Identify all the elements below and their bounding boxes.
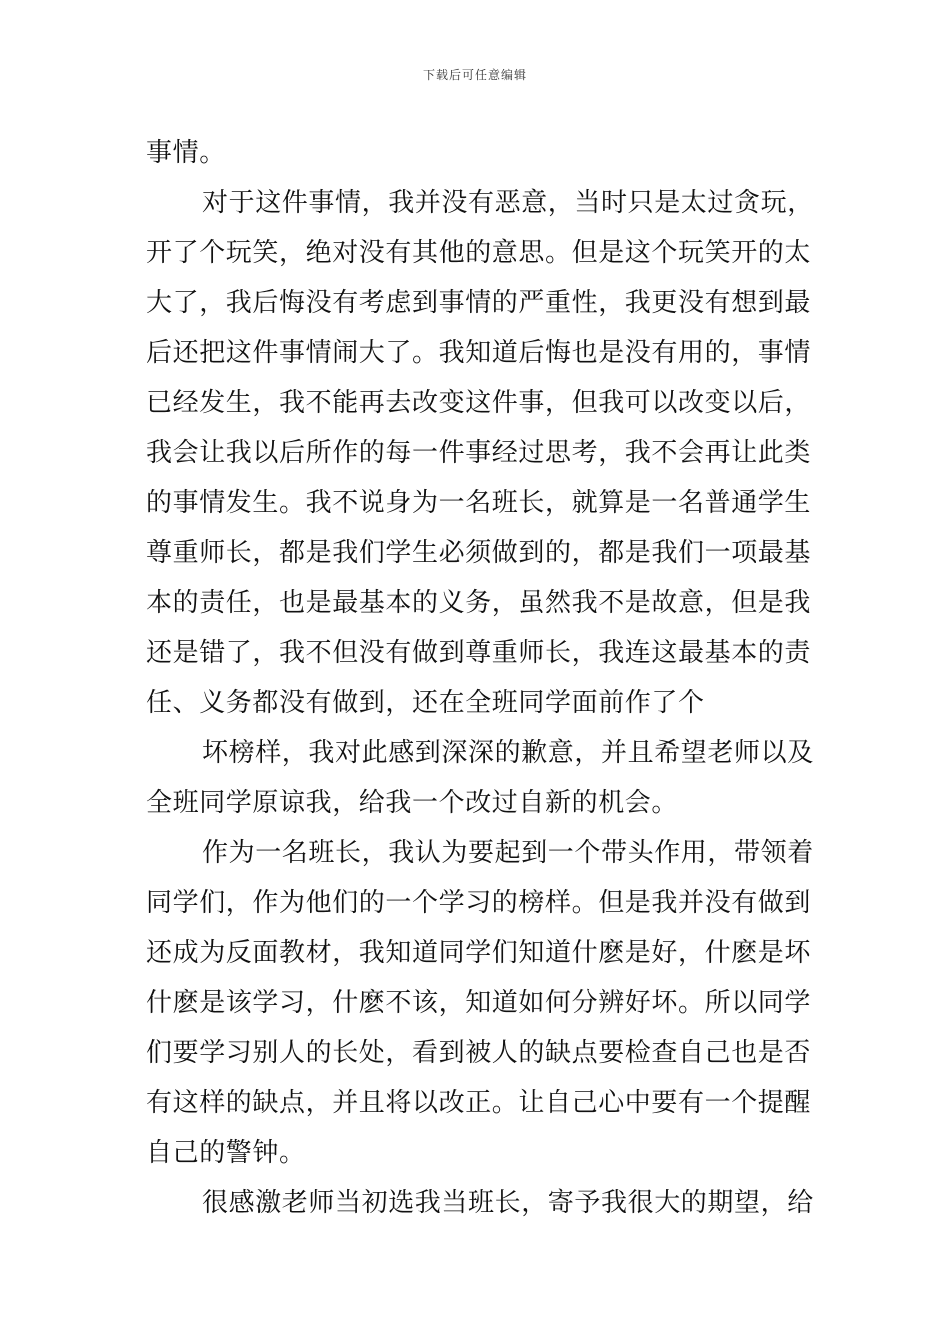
text-line: 们要学习别人的长处，看到被人的缺点要检查自己也是否 <box>146 1038 812 1068</box>
text-line: 我会让我以后所作的每一件事经过思考，我不会再让此类 <box>146 438 812 468</box>
text-line: 后还把这件事情闹大了。我知道后悔也是没有用的，事情 <box>146 338 812 368</box>
text-line: 还成为反面教材，我知道同学们知道什麽是好，什麽是坏 <box>146 938 812 968</box>
text-line: 尊重师长，都是我们学生必须做到的，都是我们一项最基 <box>146 538 812 568</box>
text-line: 任、义务都没有做到，还在全班同学面前作了个 <box>146 688 705 718</box>
text-line: 大了，我后悔没有考虑到事情的严重性，我更没有想到最 <box>146 288 812 318</box>
text-line: 自己的警钟。 <box>146 1138 306 1168</box>
text-line: 已经发生，我不能再去改变这件事，但我可以改变以后， <box>146 388 812 418</box>
text-line: 有这样的缺点，并且将以改正。让自己心中要有一个提醒 <box>146 1088 812 1118</box>
text-line: 的事情发生。我不说身为一名班长，就算是一名普通学生 <box>146 488 812 518</box>
header-note: 下载后可任意编辑 <box>422 68 527 82</box>
text-line: 很感激老师当初选我当班长，寄予我很大的期望，给 <box>202 1188 814 1218</box>
text-line: 对于这件事情，我并没有恶意，当时只是太过贪玩， <box>202 188 814 218</box>
text-line: 全班同学原谅我，给我一个改过自新的机会。 <box>146 788 679 818</box>
text-line: 什麽是该学习，什麽不该，知道如何分辨好坏。所以同学 <box>146 988 812 1018</box>
text-line: 还是错了，我不但没有做到尊重师长，我连这最基本的责 <box>146 638 812 668</box>
body-text <box>146 128 814 1228</box>
text-line: 坏榜样，我对此感到深深的歉意，并且希望老师以及 <box>202 738 814 768</box>
text-line: 事情。 <box>146 138 226 168</box>
text-line: 同学们，作为他们的一个学习的榜样。但是我并没有做到 <box>146 888 812 918</box>
text-line: 本的责任，也是最基本的义务，虽然我不是故意，但是我 <box>146 588 812 618</box>
text-line: 作为一名班长，我认为要起到一个带头作用，带领着 <box>202 838 814 868</box>
text-line: 开了个玩笑，绝对没有其他的意思。但是这个玩笑开的太 <box>146 238 812 268</box>
